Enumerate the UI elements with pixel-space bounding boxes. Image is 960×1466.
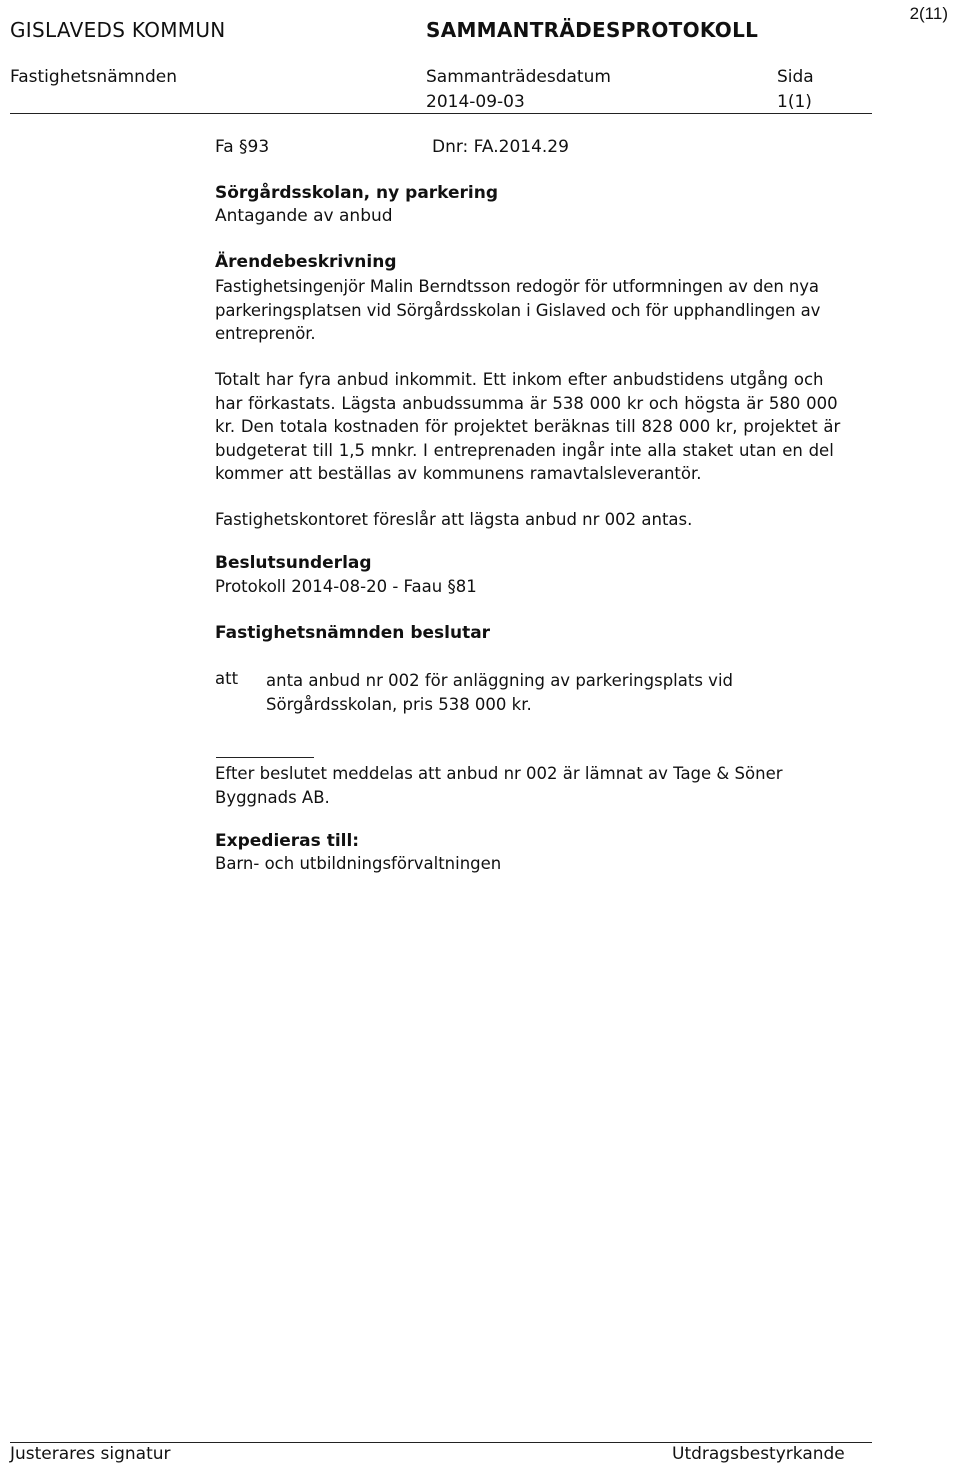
decision-heading: Fastighetsnämnden beslutar [215,623,491,643]
case-title: Sörgårdsskolan, ny parkering [215,183,499,203]
distribution-recipient: Barn- och utbildningsförvaltningen [215,854,502,873]
basis-heading: Beslutsunderlag [215,553,372,573]
description-paragraph: Fastighetsingenjör Malin Berndtsson redogör för utformningen av den nya parkeringsplatsen vid Sörgårdsskolan i Gislaved och för upphandlingen av entreprenör. [215,277,821,343]
paragraph-reference: Fa §93 [215,137,270,157]
organization-name: GISLAVEDS KOMMUN [10,18,226,42]
separator-line [216,757,314,758]
distribution-heading: Expedieras till: [215,831,360,851]
footer-divider [10,1442,872,1443]
description-paragraph: Totalt har fyra anbud inkommit. Ett inkom efter anbudstidens utgång och har förkastats. Lägsta anbudssumma är 538 000 kr och högsta är 580 000 kr. Den totala kostnaden för projektet beräknas till 828 000 kr, projektet är budgeterat till 1,5 mnkr. I entreprenaden ingår inte alla staket utan en del kommer att beställas av kommunens ramavtalsleverantör. [215,370,841,483]
page-label: Sida [777,67,814,87]
basis-text: Protokoll 2014-08-20 - Faau §81 [215,577,477,596]
diary-number: Dnr: FA.2014.29 [432,137,569,157]
committee-name: Fastighetsnämnden [10,67,177,87]
header-divider [10,113,872,114]
post-decision-note: Efter beslutet meddelas att anbud nr 002 är lämnat av Tage & Söner Byggnads AB. [215,764,783,807]
description-paragraph: Fastighetskontoret föreslår att lägsta anbud nr 002 antas. [215,510,693,529]
case-subtitle: Antagande av anbud [215,206,393,226]
document-type: SAMMANTRÄDESPROTOKOLL [426,18,759,42]
page-number: 2(11) [909,4,948,23]
decision-label: att [215,669,239,688]
signature-label: Justerares signatur [10,1444,171,1464]
page-value: 1(1) [777,92,812,112]
description-heading: Ärendebeskrivning [215,252,397,272]
decision-text: anta anbud nr 002 för anläggning av parkeringsplats vid Sörgårdsskolan, pris 538 000 kr. [266,671,734,714]
meeting-date-label: Sammanträdesdatum [426,67,611,87]
meeting-date-value: 2014-09-03 [426,92,525,112]
extract-label: Utdragsbestyrkande [672,1444,845,1464]
